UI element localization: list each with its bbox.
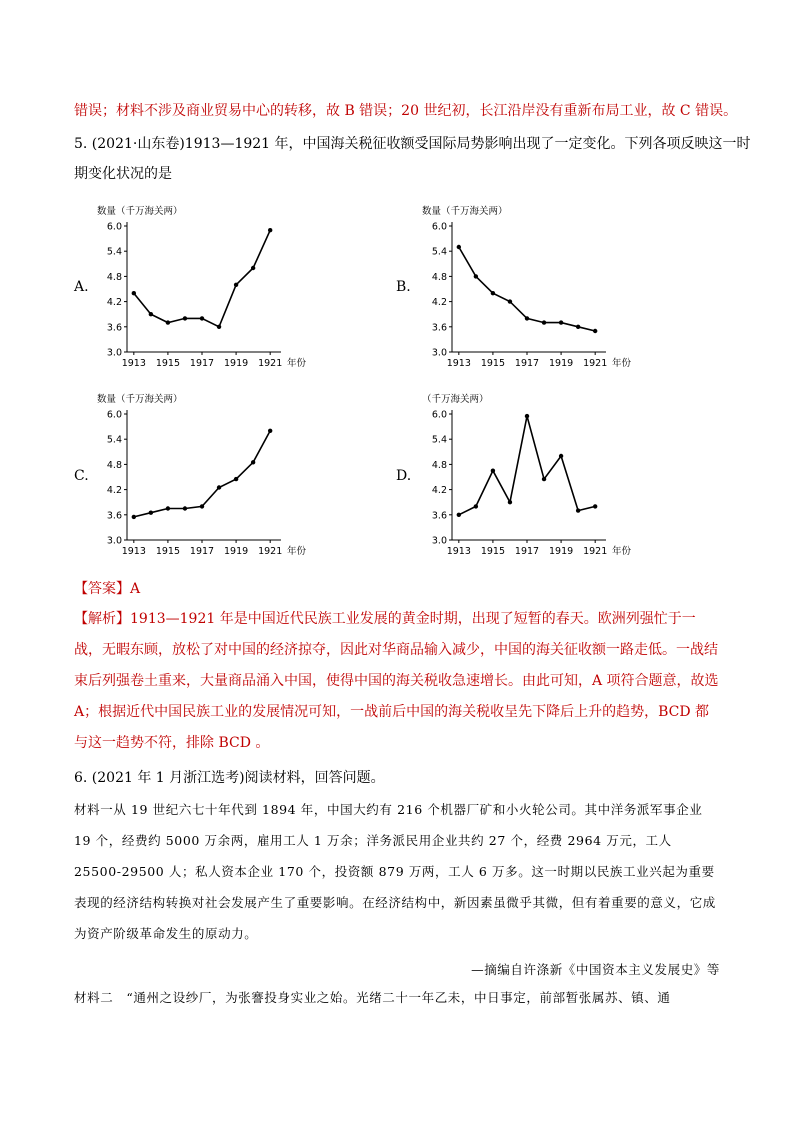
question-5-stem-line1: 5. (2021·山东卷)1913—1921 年，中国海关税征收额受国际局势影响出现了一定变化。下列各项反映这一时 <box>74 136 751 152</box>
chart-option-a <box>95 200 315 375</box>
data-point <box>542 477 546 481</box>
y-tick-label: 6.0 <box>106 221 122 233</box>
y-tick-label: 4.2 <box>431 485 447 497</box>
option-c-label: C. <box>74 468 89 484</box>
series-line <box>459 416 595 515</box>
y-tick-label: 4.8 <box>106 271 122 283</box>
y-tick-label: 3.6 <box>106 322 122 334</box>
y-axis-label: 数量（千万海关两） <box>422 206 508 217</box>
data-point <box>234 477 238 481</box>
answer-line <box>74 578 140 598</box>
data-point <box>149 511 153 515</box>
data-point <box>251 460 255 464</box>
data-point <box>525 414 529 418</box>
data-point <box>559 454 563 458</box>
y-tick-label: 6.0 <box>106 409 122 421</box>
data-point <box>183 316 187 320</box>
x-tick-label: 1913 <box>121 358 146 369</box>
series-line <box>134 431 270 517</box>
data-point <box>593 504 597 508</box>
answer-value: A <box>130 581 141 597</box>
y-axis-label: 数量（千万海关两） <box>97 206 183 217</box>
data-point <box>457 245 461 249</box>
data-point <box>542 320 546 324</box>
data-point <box>525 316 529 320</box>
data-point <box>576 508 580 512</box>
data-point <box>234 283 238 287</box>
x-tick-label: 1915 <box>155 546 181 557</box>
analysis-paragraph <box>74 604 722 759</box>
y-axis-label: 数量（千万海关两） <box>97 394 183 405</box>
question-5-stem-line2: 期变化状况的是 <box>74 166 172 182</box>
series-line <box>134 230 270 327</box>
y-tick-label: 3.6 <box>106 510 122 522</box>
y-tick-label: 4.8 <box>106 459 122 471</box>
data-point <box>217 485 221 489</box>
x-tick-label: 1915 <box>480 546 506 557</box>
x-tick-label: 1921 <box>583 358 608 369</box>
analysis-text: 1913—1921 年是中国近代民族工业发展的黄金时期，出现了短暂的春天。欧洲列强忙于一战，无暇东顾，放松了对中国的经济掠夺，因此对华商品输入减少，中国的海关征收额一路走低。一战结束后列强卷土重来，大量商品涌入中国，使得中国的海关税收急速增长。由此可知，A 项符合题意，故选 A；根据近代中国民族工业的发展情况可知，一战前后中国的海关税收呈先下降后上升的趋势，BCD 都与这一趋势不符，排除 BCD 。 <box>74 611 719 751</box>
x-tick-label: 1919 <box>223 358 249 369</box>
data-point <box>200 504 204 508</box>
y-tick-label: 3.0 <box>431 535 447 547</box>
chart-a-svg <box>95 200 315 375</box>
data-point <box>166 320 170 324</box>
data-point <box>166 506 170 510</box>
data-point <box>593 329 597 333</box>
x-tick-label: 1917 <box>514 546 540 557</box>
data-point <box>474 504 478 508</box>
data-point <box>491 469 495 473</box>
data-point <box>268 228 272 232</box>
material-2-line: 材料二 “通州之设纱厂，为张謇投身实业之始。光绪二十一年乙未，中日事定，前部暂张属苏、镇、通 <box>74 990 671 1005</box>
chart-option-d <box>420 388 640 563</box>
y-tick-label: 3.0 <box>106 535 122 547</box>
x-axis-label: 年份 <box>287 358 307 369</box>
y-tick-label: 6.0 <box>431 221 447 233</box>
data-point <box>559 320 563 324</box>
x-tick-label: 1913 <box>446 358 471 369</box>
y-tick-label: 4.8 <box>431 459 447 471</box>
y-tick-label: 5.4 <box>431 246 447 258</box>
y-tick-label: 5.4 <box>106 246 122 258</box>
x-tick-label: 1915 <box>155 358 181 369</box>
y-tick-label: 5.4 <box>106 434 122 446</box>
x-tick-label: 1915 <box>480 358 506 369</box>
question-6-stem: 6. (2021 年 1 月浙江选考)阅读材料，回答问题。 <box>74 770 385 786</box>
data-point <box>132 515 136 519</box>
x-axis-label: 年份 <box>287 546 307 557</box>
data-point <box>508 500 512 504</box>
y-tick-label: 3.0 <box>106 347 122 359</box>
previous-answer-line: 错误；材料不涉及商业贸易中心的转移，故 B 错误；20 世纪初，长江沿岸没有重新布局工业，故 C 错误。 <box>74 103 738 119</box>
data-point <box>251 266 255 270</box>
data-point <box>268 429 272 433</box>
data-point <box>200 316 204 320</box>
x-tick-label: 1913 <box>121 546 146 557</box>
x-tick-label: 1921 <box>583 546 608 557</box>
data-point <box>491 291 495 295</box>
x-tick-label: 1917 <box>514 358 540 369</box>
x-tick-label: 1913 <box>446 546 471 557</box>
y-tick-label: 3.6 <box>431 510 447 522</box>
x-axis-label: 年份 <box>612 358 632 369</box>
y-tick-label: 4.2 <box>106 297 122 309</box>
data-point <box>217 325 221 329</box>
data-point <box>576 325 580 329</box>
material-1-paragraph: 材料一从 19 世纪六七十年代到 1894 年，中国大约有 216 个机器厂矿和小火轮公司。其中洋务派军事企业 19 个，经费约 5000 万余两，雇用工人 1 万余；洋务派民用企业共约 27 个，经费 2964 万元，工人 25500-29500 人；私人资本企业 170 个，投资额 879 万两，工人 6 万多。这一时期以民族工业兴起为重要表现的经济结构转换对社会发展产生了重要影响。在经济结构中，新因素虽微乎其微，但有着重要的意义，它成为资产阶级革命发生的原动力。 <box>74 802 716 941</box>
y-tick-label: 4.8 <box>431 271 447 283</box>
answer-tag: 【答案】 <box>74 581 130 597</box>
y-tick-label: 6.0 <box>431 409 447 421</box>
data-point <box>149 312 153 316</box>
data-point <box>474 274 478 278</box>
data-point <box>183 506 187 510</box>
y-tick-label: 4.2 <box>431 297 447 309</box>
chart-option-b <box>420 200 640 375</box>
x-tick-label: 1917 <box>189 358 215 369</box>
chart-b-svg <box>420 200 640 375</box>
material-1-source: —摘编自许涤新《中国资本主义发展史》等 <box>471 962 720 977</box>
x-tick-label: 1919 <box>548 358 574 369</box>
y-axis-label: （千万海关两） <box>422 394 489 405</box>
x-tick-label: 1921 <box>258 358 283 369</box>
y-tick-label: 3.6 <box>431 322 447 334</box>
option-b-label: B. <box>396 279 411 295</box>
analysis-tag: 【解析】 <box>74 611 130 627</box>
x-tick-label: 1919 <box>223 546 249 557</box>
x-tick-label: 1921 <box>258 546 283 557</box>
x-tick-label: 1917 <box>189 546 215 557</box>
data-point <box>132 291 136 295</box>
data-point <box>508 299 512 303</box>
x-axis-label: 年份 <box>612 546 632 557</box>
y-tick-label: 4.2 <box>106 485 122 497</box>
y-tick-label: 5.4 <box>431 434 447 446</box>
chart-c-svg <box>95 388 315 563</box>
data-point <box>457 513 461 517</box>
option-d-label: D. <box>396 468 412 484</box>
x-tick-label: 1919 <box>548 546 574 557</box>
chart-option-c <box>95 388 315 563</box>
option-a-label: A. <box>74 279 89 295</box>
y-tick-label: 3.0 <box>431 347 447 359</box>
chart-d-svg <box>420 388 640 563</box>
